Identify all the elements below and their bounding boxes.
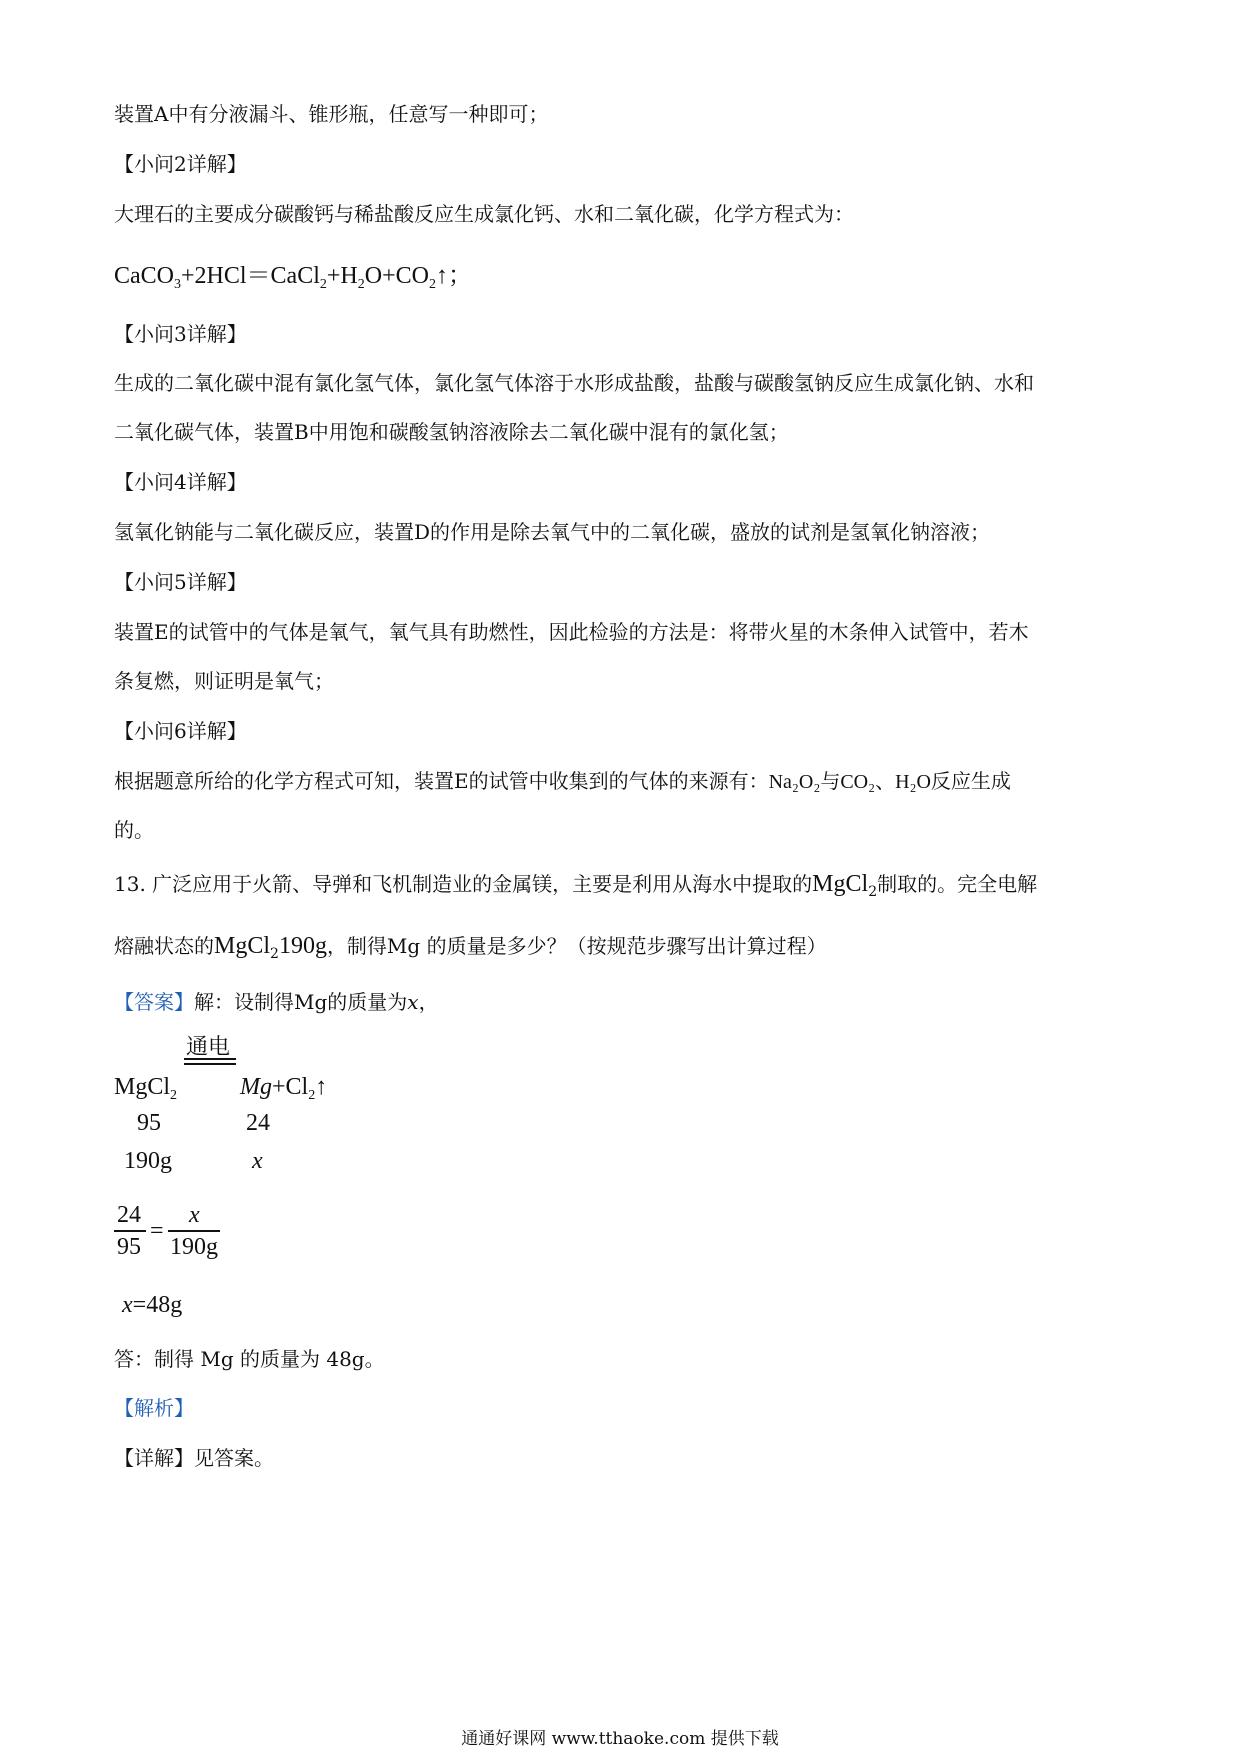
molar-mass-reactant: 95	[137, 1110, 161, 1136]
section-heading: 【小问2详解】	[114, 152, 247, 176]
equals-sign: =	[150, 1218, 164, 1244]
fraction-numerator: 24	[117, 1202, 141, 1228]
question-13-cont: 熔融状态的MgCl$_2$190g，制得Mg 的质量是多少？（按规范步骤写出计算过程）	[114, 933, 827, 962]
reaction-condition: 通电	[186, 1035, 231, 1060]
final-answer: 答：制得 Mg 的质量为 48g。	[114, 1347, 385, 1371]
detail-line: 【详解】见答案。	[114, 1446, 274, 1470]
text-line: 生成的二氧化碳中混有氯化氢气体，氯化氢气体溶于水形成盐酸，盐酸与碳酸氢钠反应生成氯化钠、水和	[114, 371, 1034, 395]
section-heading: 【小问3详解】	[114, 322, 247, 346]
analysis-tag: 【解析】	[114, 1396, 194, 1420]
section-heading: 【小问4详解】	[114, 470, 247, 494]
fraction-bar	[168, 1230, 220, 1232]
question-13: 13. 广泛应用于火箭、导弹和飞机制造业的金属镁，主要是利用从海水中提取的MgCl$_2$制取的。完全电解	[114, 871, 1038, 900]
given-mass: 190g	[124, 1148, 172, 1174]
fraction-denominator: 190g	[170, 1234, 218, 1260]
answer-intro: 【答案】解：设制得Mg的质量为x，	[114, 990, 439, 1014]
section-heading: 【小问6详解】	[114, 719, 247, 743]
fraction-numerator: x	[189, 1202, 200, 1228]
result: x=48g	[122, 1292, 183, 1318]
reaction-products: $Mg+Cl_2↑$	[240, 1074, 328, 1103]
text-line: 的。	[114, 818, 154, 842]
text-line: 二氧化碳气体，装置B中用饱和碳酸氢钠溶液除去二氧化碳中混有的氯化氢；	[114, 420, 789, 444]
text-line: 条复燃，则证明是氧气；	[114, 669, 334, 693]
fraction-denominator: 95	[117, 1234, 141, 1260]
fraction-bar	[114, 1230, 146, 1232]
double-line	[184, 1063, 236, 1065]
chemical-equation: $CaCO_3+2HCl=CaCl_2+H_2O+CO_2↑$；	[114, 263, 472, 292]
text-line: 装置E的试管中的气体是氧气，氧气具有助燃性，因此检验的方法是：将带火星的木条伸入试管中，若木	[114, 620, 1029, 644]
double-line	[184, 1058, 236, 1060]
section-heading: 【小问5详解】	[114, 570, 247, 594]
molar-mass-product: 24	[246, 1110, 270, 1136]
text-line: 装置A中有分液漏斗、锥形瓶，任意写一种即可；	[114, 102, 549, 126]
unknown-mass: x	[252, 1148, 263, 1174]
answer-tag: 【答案】	[114, 990, 194, 1014]
page-footer: 通通好课网 www.tthaoke.com 提供下载	[461, 1729, 779, 1749]
text-line: 氢氧化钠能与二氧化碳反应，装置D的作用是除去氧气中的二氧化碳，盛放的试剂是氢氧化钠溶液；	[114, 520, 991, 544]
text-line: 根据题意所给的化学方程式可知，装置E的试管中收集到的气体的来源有：Na₂O₂与CO₂、H₂O反应生成	[114, 769, 1011, 793]
reaction-reactant: MgCl$_2$	[114, 1074, 178, 1103]
text-line: 大理石的主要成分碳酸钙与稀盐酸反应生成氯化钙、水和二氧化碳，化学方程式为：	[114, 202, 854, 226]
